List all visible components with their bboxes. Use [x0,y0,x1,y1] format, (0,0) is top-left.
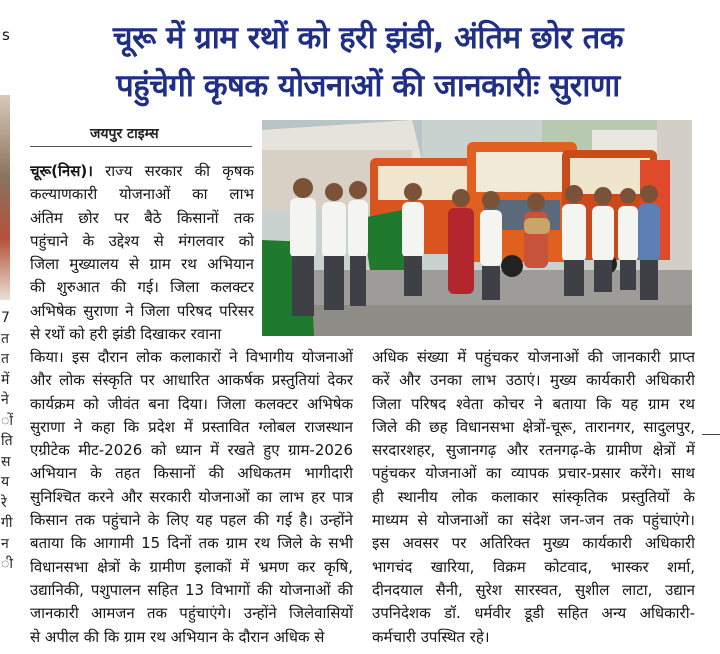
adjacent-text-fragments [1,308,15,575]
adjacent-char: में [1,371,10,388]
text-line: बताया कि आगामी 15 दिनों तक ग्राम रथ जिले के सभी [30,534,353,553]
text-line: की शुरुआत की गई। जिला कलक्टर [30,278,254,297]
byline: जयपुर टाइम्स [90,126,159,142]
text-line: कर्मचारी उपस्थित रहे। [372,627,490,646]
adjacent-char: ने [1,392,9,408]
adjacent-char: य [1,474,10,490]
adjacent-column-edge [0,0,14,654]
adjacent-char: गी [1,515,13,531]
text-line [30,160,254,183]
text-line: सुनिश्चित करने और सरकारी योजनाओं का लाभ हर पात्र [30,487,353,506]
text-line: से अपील की कि ग्राम रथ अभियान के दौरान अधिक से [30,627,325,646]
adjacent-fragment: s [2,26,10,44]
article-column-b [30,346,353,649]
text-line: अभिषेक सुराणा ने जिला परिषद परिसर [30,301,254,320]
flag-off-ceremony-photo [262,120,692,336]
column-divider-mark [702,434,720,435]
adjacent-char: ी [1,556,13,572]
adjacent-char: त [1,330,9,347]
text-line: अधिक संख्या में पहुंचकर योजनाओं की जानकारी प्राप्त [372,348,695,366]
text-line: इस अवसर पर अतिरिक्त मुख्य कार्यकारी अधिकारी [372,534,695,553]
adjacent-char: न [1,535,9,552]
text-line: अंतिम छोर पर बैठे किसानों तक [30,208,254,227]
text-line: पहुंचाने के उद्देश्य से मंगलवार को [30,231,254,250]
text-line: से रथों को हरी झंडी दिखाकर रवाना [30,325,222,344]
text-line: सरदारशहर, सुजानगढ़ और रतनगढ़-के ग्रामीण क्षेत्रों में [372,441,695,460]
adjacent-char: 7 [1,310,10,326]
byline-divider [30,146,252,147]
text-line: सुराणा ने कहा कि प्रदेश में प्रस्तावित ग्लोबल राजस्थान [30,417,353,436]
text-line: उद्यानिकी, पशुपालन सहित 13 विभागों की योजनाओं की [30,580,353,599]
text-line: कल्याणकारी योजनाओं का लाभ [30,185,254,204]
adjacent-char: स [1,453,11,470]
adjacent-char: त [1,351,9,367]
article-column-a [30,160,254,346]
adjacent-char: ति [1,433,13,449]
text-line: ही स्थानीय लोक कलाकार सांस्कृतिक प्रस्तुतियों के [372,487,695,506]
text-line: भागचंद खारिया, विक्रम कोटवाद, भास्कर शर्मा, [372,557,695,576]
text-line: विधानसभा क्षेत्रों के ग्रामीण इलाकों में भ्रमण कर कृषि, [30,557,353,576]
text-line: किसान तक पहुंचाने के लिए यह पहल की गई है। उन्होंने [30,511,353,530]
text-line: एग्रीटेक मीट-2026 को ध्यान में रखते हुए ग्राम-2026 [30,441,353,460]
adjacent-char: ों [1,412,13,429]
headline-line-1: चूरू में ग्राम रथों को हरी झंडी, अंतिम छोर तक [112,20,624,56]
text-line: अभियान के तहत किसानों की अधिकतम भागीदारी [30,464,353,483]
text-line: और लोक संस्कृति पर आधारित आकर्षक प्रस्तुतियां देकर [30,371,353,390]
text-line: किया। इस दौरान लोक कलाकारों ने विभागीय योजनाओं [30,348,353,366]
headline-line-2: पहुंचेगी कृषक योजनाओं की जानकारीः सुराणा [116,68,620,104]
text-line: जिला मुख्यालय से ग्राम रथ अभियान [30,255,254,274]
text-line: करें और उनका लाभ उठाएं। मुख्य कार्यकारी अधिकारी [372,371,695,390]
adjacent-photo-edge [0,95,10,300]
text-line: कार्यक्रम को जीवंत बना दिया। जिला कलक्टर अभिषेक [30,394,353,413]
text-line: जिले की छह विधानसभा क्षेत्रों-चूरू, तारानगर, सादुलपुर, [372,417,695,436]
text-line: दीनदयाल सैनी, सुरेश सारस्वत, सुशील लाटा, उद्यान [372,580,695,599]
text-line: जानकारी आमजन तक पहुंचाएंगे। उन्होंने जिलेवासियों [30,604,353,623]
text-line: उपनिदेशक डॉ. धर्मवीर डूडी सहित अन्य अधिकारी- [372,604,695,623]
text-line-content: राज्य सरकार की कृषक [105,162,254,180]
news-photo [262,120,692,336]
headline [28,14,708,110]
dateline: चूरू(निस)। [30,162,93,180]
article-column-c [372,346,695,649]
adjacent-char: रे [1,494,7,511]
text-line: पहुंचकर योजनाओं का व्यापक प्रचार-प्रसार करेंगे। साथ [372,464,695,483]
text-line: माध्यम से योजनाओं का संदेश जन-जन तक पहुंचाएंगे। [372,511,695,530]
text-line: जिला परिषद श्वेता कोचर ने बताया कि यह ग्राम रथ [372,394,695,413]
